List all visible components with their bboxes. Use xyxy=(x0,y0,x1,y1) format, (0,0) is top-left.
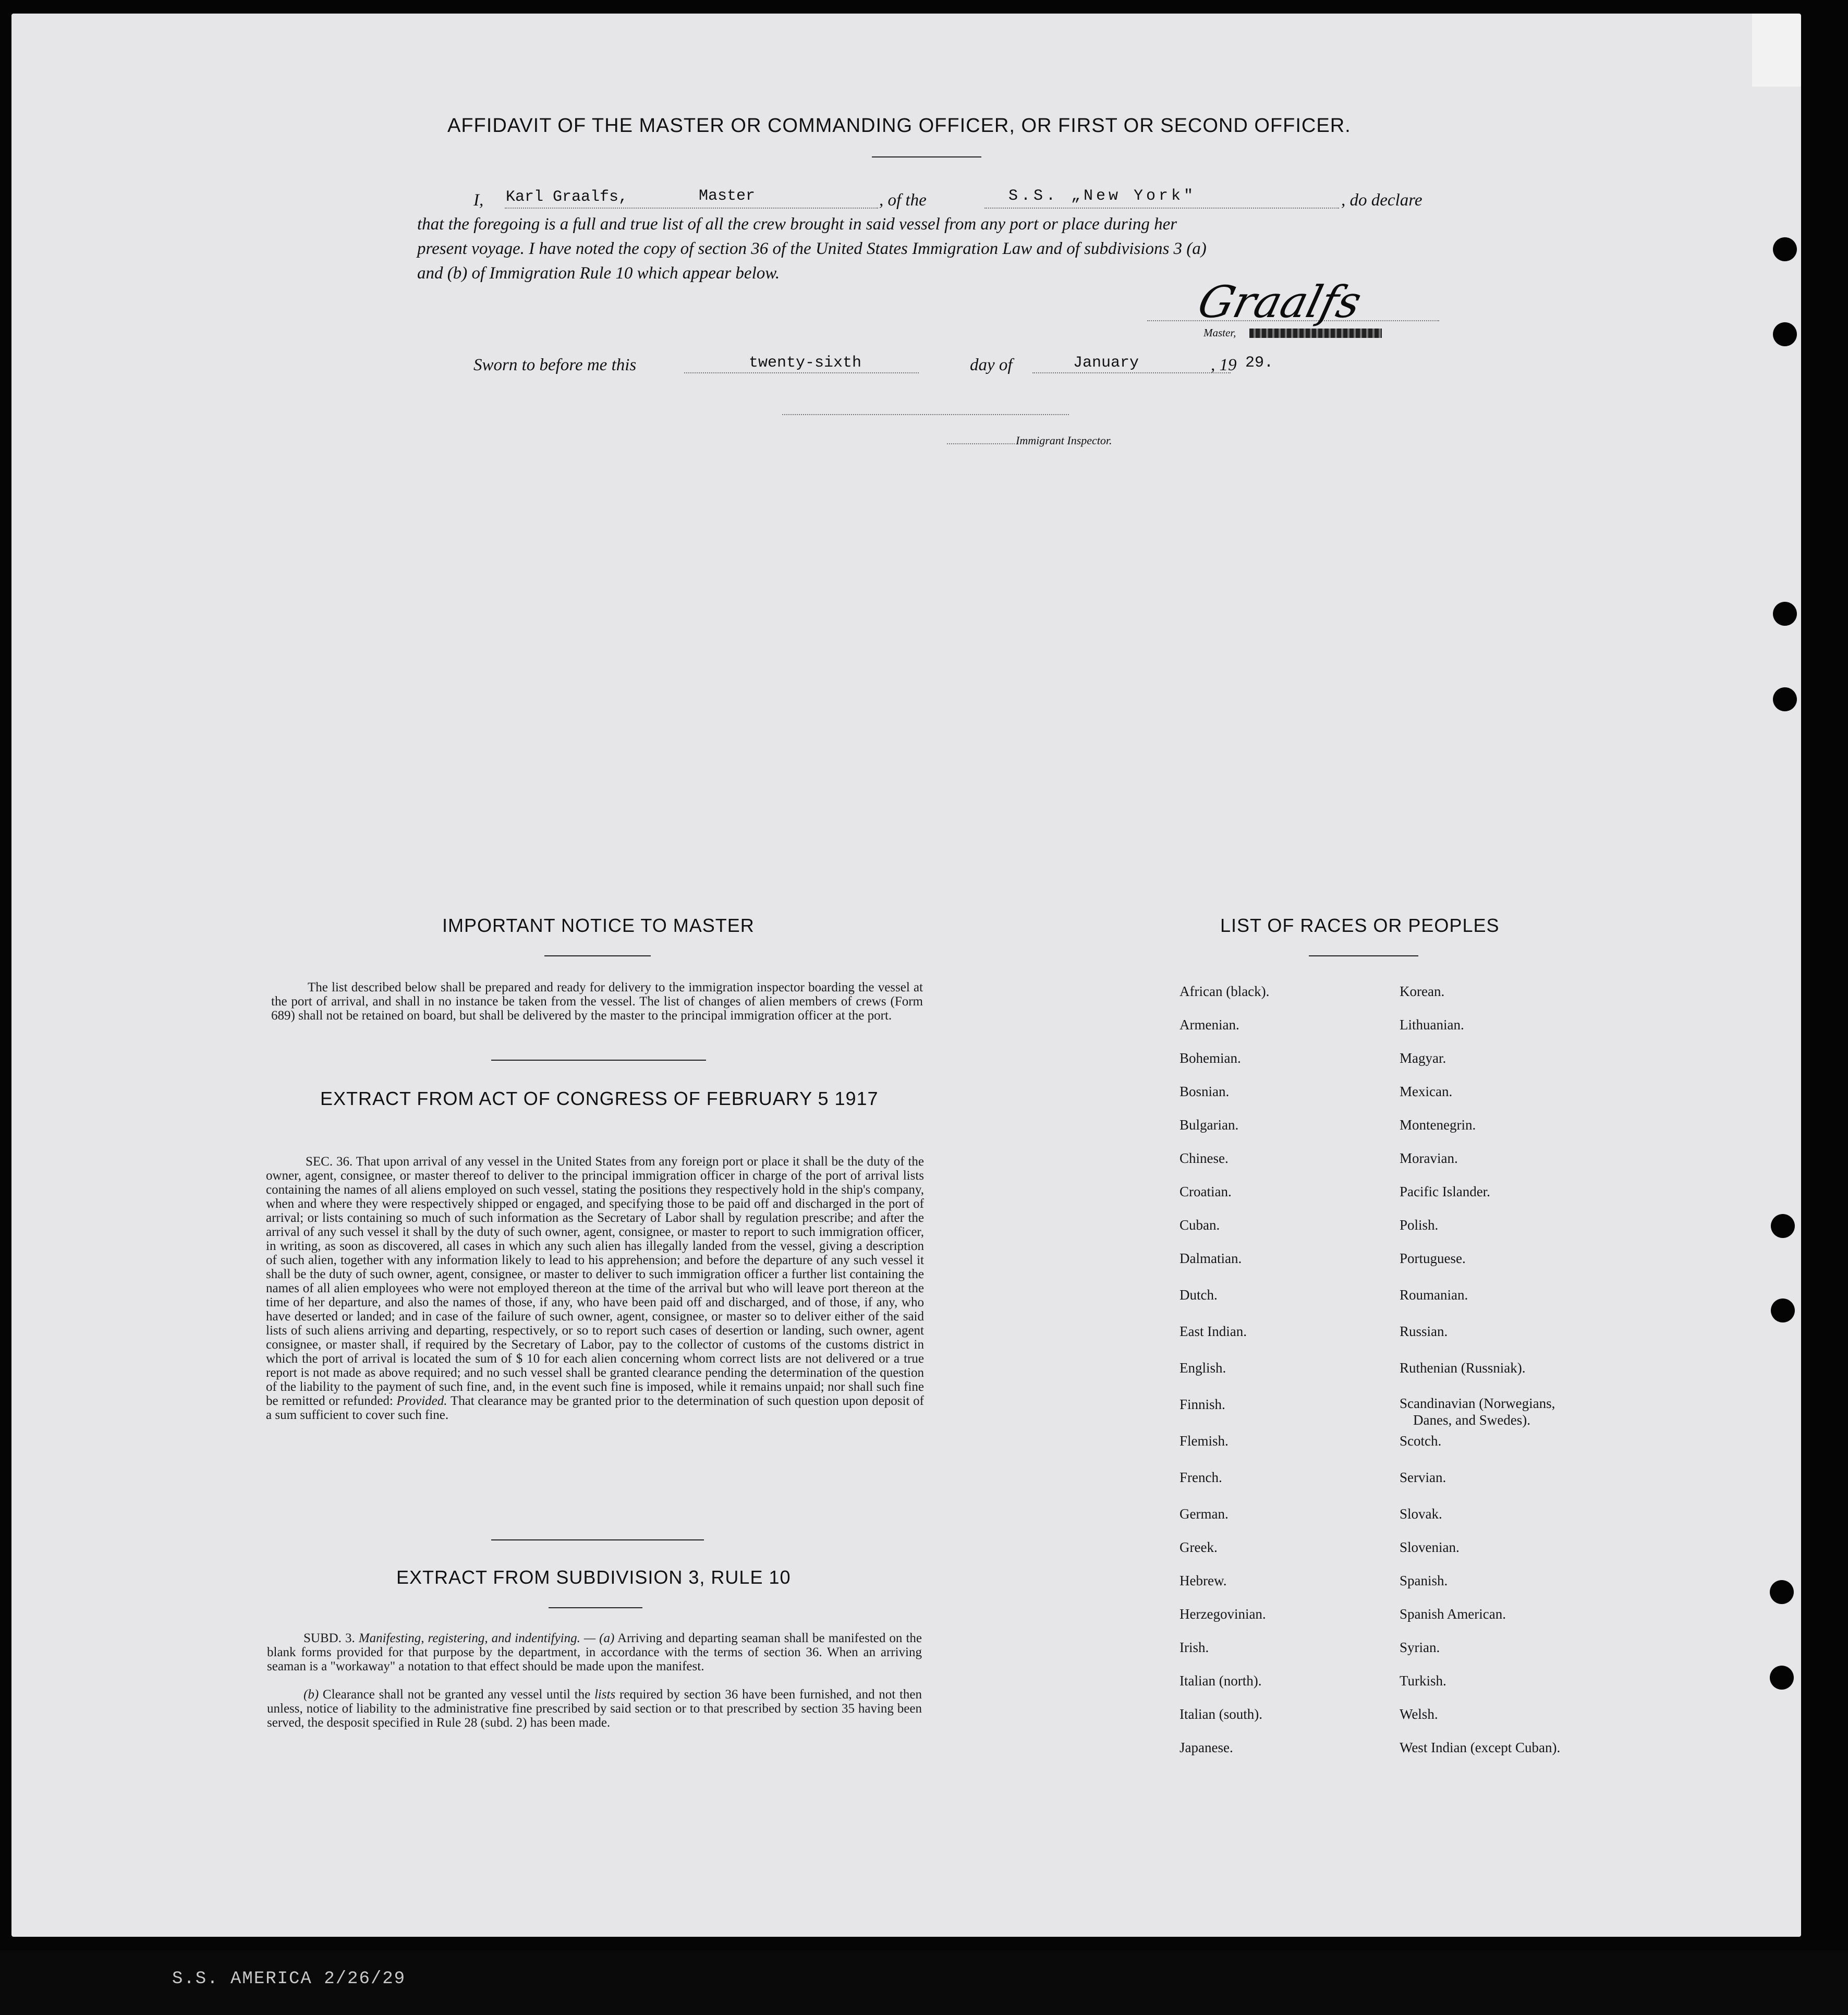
race-item: Slovak. xyxy=(1400,1506,1442,1522)
master-name: Karl Graalfs, xyxy=(506,188,628,206)
race-item: East Indian. xyxy=(1180,1324,1247,1339)
race-item: Polish. xyxy=(1400,1217,1439,1233)
affidavit-title: AFFIDAVIT OF THE MASTER OR COMMANDING OFFICER, OR FIRST OR SECOND OFFICER. xyxy=(447,115,1351,137)
vessel-name: S.S. „New York" xyxy=(1008,187,1197,205)
extract-act-title-text: EXTRACT FROM ACT OF CONGRESS OF FEBRUARY 5 1917 xyxy=(320,1088,879,1109)
race-item: Hebrew. xyxy=(1180,1573,1227,1588)
master-label: Master, xyxy=(1203,326,1236,339)
race-item: West Indian (except Cuban). xyxy=(1400,1740,1561,1755)
affidavit-line-3: present voyage. I have noted the copy of section 36 of the United States Immigration Law and of subdivisions 3 (a) xyxy=(417,239,1207,258)
races-rule xyxy=(1309,955,1418,956)
inspector-label: Immigrant Inspector. xyxy=(1016,434,1112,447)
race-item: Bohemian. xyxy=(1180,1050,1241,1066)
race-item: Spanish. xyxy=(1400,1573,1448,1588)
declare-label: , do declare xyxy=(1341,191,1423,210)
b-end: required by section 36 have been furnished, and not then unless, notice of liability to the administrative fine prescribed by said section or to that prescribed by section 35 having been served, the desposit specified in Rule 28 (subd. 2) has been made. xyxy=(267,1688,922,1730)
subd-italic: Manifesting, registering, and indentifying. — (a) xyxy=(358,1631,615,1645)
race-item: Moravian. xyxy=(1400,1150,1458,1166)
race-item: Scandinavian (Norwegians, xyxy=(1400,1395,1555,1411)
race-item: Italian (south). xyxy=(1180,1706,1262,1722)
struck-out-text xyxy=(1249,329,1382,338)
race-item: Greek. xyxy=(1180,1539,1218,1555)
race-item: Pacific Islander. xyxy=(1400,1184,1490,1199)
sec36-text: SEC. 36. That upon arrival of any vessel in the United States from any foreign port or place it shall be the duty of the owner, agent, consignee, or master thereof to deliver to the principal immigration officer in charge of the port of arrival lists containing the names of all aliens employed on such vessel, stating the positions they respectively hold in the ship's company, when and where they were respectively shipped or engaged, and specifying those to be paid off and discharged in the port of arrival; or lists containing so much of such information as the Secretary of Labor shall by regulation prescribe; and after the arrival of any such vessel it shall by the duty of such owner, agent, consignee, or master to report to such immigration officer, in writing, as soon as discovered, all cases in which any such alien has illegally landed from the vessel, giving a description of such alien, together with any information likely to lead to his apprehension; and before the departure of any such vessel it shall be the duty of such owner, agent, consignee, or master to deliver to such immigration officer a further list containing the names of all alien employees who were not employed thereon at the time of the arrival but who will leave port thereon at the time of her departure, and also the names of those, if any, who have been paid off and discharged, and of those, if any, who have deserted or landed; and in case of the failure of such owner, agent, consignee, or master so to deliver either of the said lists of such aliens arriving and departing, respectively, or so to report such cases of desertion or landing, such owner, agent consignee, or master shall, if required by the Secretary of Labor, pay to the collector of customs of the customs district in which the port of arrival is located the sum of $ 10 for each alien concerning whom correct lists are not delivered or a true report is not made as above required; and no such vessel shall be granted clearance pending the determination of the question of the liability to the payment of such fine, and, in the event such fine is imposed, while it remains unpaid; nor shall such fine be remitted or refunded: xyxy=(266,1155,924,1408)
punch-hole xyxy=(1770,1580,1794,1604)
subd-label: SUBD. 3. xyxy=(303,1631,355,1645)
race-item: Korean. xyxy=(1400,984,1445,999)
race-item: English. xyxy=(1180,1360,1226,1376)
affidavit-line-1 xyxy=(473,189,1443,213)
affidavit-line-2: that the foregoing is a full and true list of all the crew brought in said vessel from any port or place during her xyxy=(417,215,1177,234)
sworn-day: twenty-sixth xyxy=(749,354,862,372)
sec36-end: That clearance may be granted prior to the determination of such question upon deposit of a sum sufficient to cover such fine. xyxy=(266,1394,924,1422)
notice-title: IMPORTANT NOTICE TO MASTER xyxy=(442,915,755,936)
race-item: Magyar. xyxy=(1400,1050,1446,1066)
punch-hole xyxy=(1773,237,1797,261)
section-rule xyxy=(491,1060,706,1061)
paper-corner xyxy=(1752,14,1801,87)
race-item: Dutch. xyxy=(1180,1287,1218,1303)
race-item: Finnish. xyxy=(1180,1397,1225,1412)
race-item: Lithuanian. xyxy=(1400,1017,1464,1033)
race-item: Irish. xyxy=(1180,1640,1209,1655)
race-item: Flemish. xyxy=(1180,1433,1229,1449)
punch-hole xyxy=(1773,322,1797,346)
race-item: Mexican. xyxy=(1400,1084,1453,1099)
year-suffix: 29. xyxy=(1245,354,1274,372)
race-item-continued: Danes, and Swedes). xyxy=(1413,1412,1530,1428)
race-item: Syrian. xyxy=(1400,1640,1440,1655)
punch-hole xyxy=(1773,602,1797,626)
race-item: Portuguese. xyxy=(1400,1251,1466,1266)
extract-act-title xyxy=(320,1088,879,1110)
race-item: Russian. xyxy=(1400,1324,1448,1339)
race-item: Japanese. xyxy=(1180,1740,1233,1755)
provided-label: Provided. xyxy=(396,1394,447,1408)
race-item: Bosnian. xyxy=(1180,1084,1230,1099)
extract-rule-title: EXTRACT FROM SUBDIVISION 3, RULE 10 xyxy=(396,1567,791,1588)
race-item: Turkish. xyxy=(1400,1673,1446,1689)
master-rank: Master xyxy=(699,187,756,205)
i-label: I, xyxy=(473,191,484,210)
race-item: Herzegovinian. xyxy=(1180,1606,1266,1622)
b-lists: lists xyxy=(594,1688,616,1702)
race-item: Welsh. xyxy=(1400,1706,1438,1722)
rule-title-rule xyxy=(549,1607,642,1608)
race-item: Italian (north). xyxy=(1180,1673,1262,1689)
race-item: Montenegrin. xyxy=(1400,1117,1476,1133)
race-item: Croatian. xyxy=(1180,1184,1232,1199)
sworn-line xyxy=(473,354,1308,378)
of-the-label: , of the xyxy=(879,191,927,210)
race-item: German. xyxy=(1180,1506,1229,1522)
section-rule-2 xyxy=(491,1539,704,1540)
b-label: (b) xyxy=(303,1688,319,1702)
punch-hole xyxy=(1771,1298,1795,1322)
master-signature: Graalfs xyxy=(1193,276,1367,327)
race-item: Slovenian. xyxy=(1400,1539,1460,1555)
day-of-label: day of xyxy=(970,356,1013,374)
race-item: Servian. xyxy=(1400,1470,1446,1485)
punch-hole xyxy=(1771,1214,1795,1238)
extract-rule-body-a xyxy=(267,1631,922,1673)
film-stamp: S.S. AMERICA 2/26/29 xyxy=(172,1969,406,1989)
extract-rule-body-b xyxy=(267,1688,922,1730)
race-item: Dalmatian. xyxy=(1180,1251,1242,1266)
race-item: Cuban. xyxy=(1180,1217,1220,1233)
punch-hole xyxy=(1770,1666,1794,1690)
race-item: Scotch. xyxy=(1400,1433,1442,1449)
extract-act-body xyxy=(266,1155,924,1422)
sworn-label: Sworn to before me this xyxy=(473,356,637,374)
punch-hole xyxy=(1773,687,1797,711)
race-item: Spanish American. xyxy=(1400,1606,1506,1622)
affidavit-line-4: and (b) of Immigration Rule 10 which appear below. xyxy=(417,264,780,283)
race-item: African (black). xyxy=(1180,984,1270,999)
race-item: Roumanian. xyxy=(1400,1287,1468,1303)
notice-body: The list described below shall be prepared and ready for delivery to the immigration inspector boarding the vessel at the port of arrival, and shall in no instance be taken from the vessel. The list of changes of alien members of crews (Form 689) shall not be retained on board, but shall be delivered by the master to the principal immigration officer at the port. xyxy=(271,980,923,1023)
year-prefix: , 19 xyxy=(1211,356,1237,374)
title-rule xyxy=(872,156,981,157)
races-title: LIST OF RACES OR PEOPLES xyxy=(1220,915,1500,936)
race-item: Armenian. xyxy=(1180,1017,1239,1033)
race-item: French. xyxy=(1180,1470,1222,1485)
sworn-month: January xyxy=(1073,354,1139,372)
race-item: Ruthenian (Russniak). xyxy=(1400,1360,1526,1376)
race-item: Chinese. xyxy=(1180,1150,1229,1166)
b-start: Clearance shall not be granted any vessel until the xyxy=(322,1688,591,1702)
race-item: Bulgarian. xyxy=(1180,1117,1239,1133)
subd-a-text: Arriving and departing seaman shall be manifested on the blank forms provided for that purpose by the department, in accordance with the terms of section 36. When an arriving seaman is a "workaway" a notation to that effect should be made upon the manifest. xyxy=(267,1631,922,1673)
notice-rule xyxy=(544,955,651,956)
